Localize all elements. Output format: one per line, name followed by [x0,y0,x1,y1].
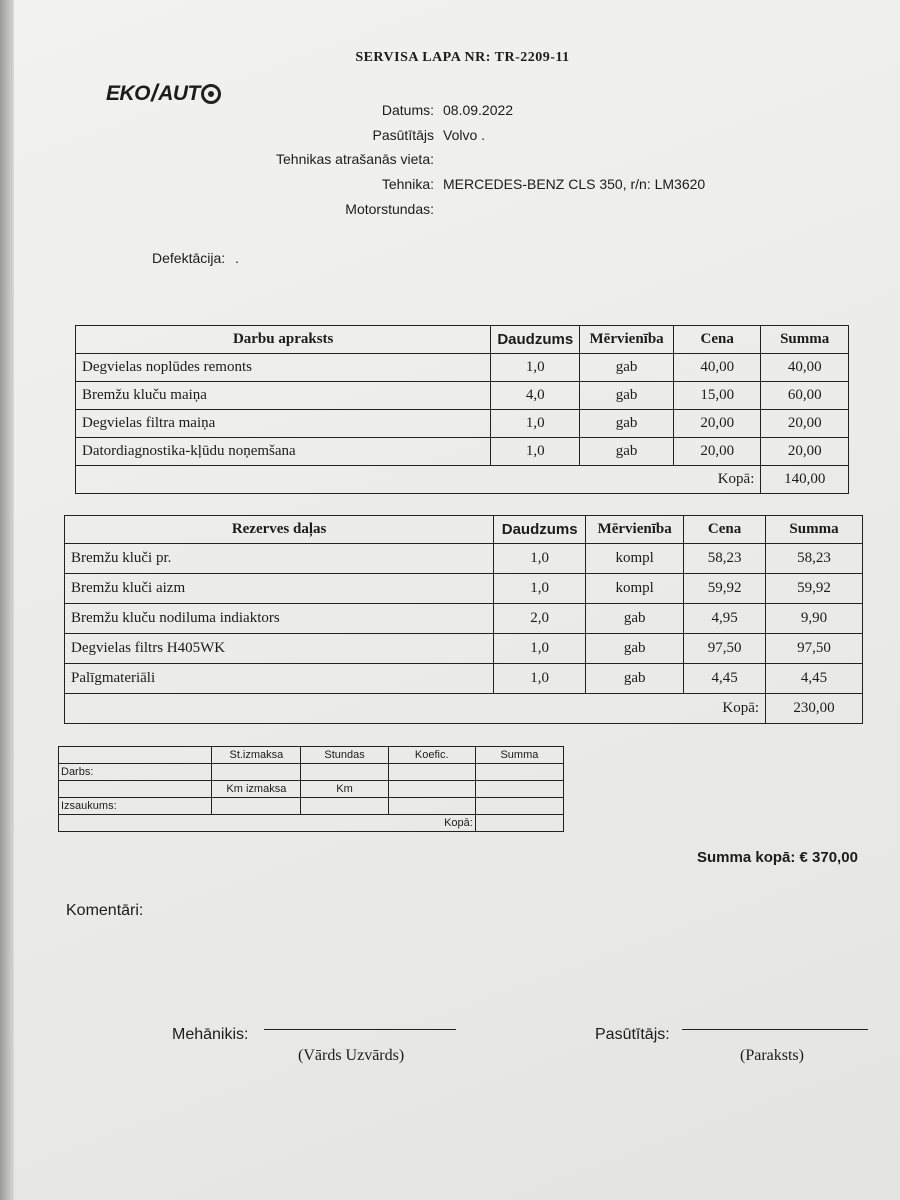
mechanic-label: Mehānikis: [172,1026,249,1043]
works-cell-quantity: 1,0 [491,410,580,438]
wheel-icon [201,84,221,104]
travel-cell [475,764,563,781]
parts-cell-quantity: 1,0 [494,574,586,604]
table-row [76,354,849,382]
works-cell-sum: 40,00 [761,354,849,382]
parts-cell-description: Degvielas filtrs H405WK [65,634,494,664]
works-header-description: Darbu apraksts [76,326,491,354]
travel-izsaukums-row [59,798,564,815]
parts-cell-unit: kompl [586,544,684,574]
parts-cell-unit: gab [586,604,684,634]
works-header-price: Cena [674,326,761,354]
works-cell-quantity: 1,0 [491,438,580,466]
works-header-sum: Summa [761,326,849,354]
travel-cell [388,781,475,798]
motorstundas-label: Motorstundas: [345,201,434,217]
parts-cell-price: 4,95 [684,604,766,634]
travel-header-koefic: Koefic. [388,747,475,764]
table-row [65,634,863,664]
works-total-row [76,466,849,494]
parts-header-description: Rezerves daļas [65,516,494,544]
works-cell-description: Degvielas filtra maiņa [76,410,491,438]
datums-label: Datums: [381,102,434,118]
works-header-row [76,326,849,354]
parts-cell-description: Palīgmateriāli [65,664,494,694]
travel-cell [475,798,563,815]
works-header-unit: Mērvienība [580,326,674,354]
works-cell-unit: gab [580,354,674,382]
tehnika-value: MERCEDES-BENZ CLS 350, r/n: LM3620 [443,176,706,192]
parts-cell-description: Bremžu kluču nodiluma indiaktors [65,604,494,634]
grand-total: Summa kopā: € 370,00 [697,849,858,866]
parts-header-price: Cena [684,516,766,544]
travel-header-stundas: Stundas [301,747,388,764]
travel-header-km: Km [301,781,388,798]
works-total-value: 140,00 [761,466,849,494]
customer-label: Pasūtītājs: [595,1026,670,1043]
travel-blank-cell [59,781,212,798]
works-cell-unit: gab [580,438,674,466]
travel-cell [475,781,563,798]
parts-cell-sum: 59,92 [766,574,863,604]
parts-cell-price: 59,92 [684,574,766,604]
travel-cell [388,764,475,781]
works-cell-price: 20,00 [674,410,761,438]
parts-cell-sum: 9,90 [766,604,863,634]
travel-header-stizmaksa: St.izmaksa [212,747,301,764]
travel-blank-cell [59,747,212,764]
works-cell-sum: 20,00 [761,438,849,466]
travel-cell [301,798,388,815]
works-cell-description: Degvielas noplūdes remonts [76,354,491,382]
company-logo: EKO / AU T [106,80,221,108]
comments-label: Komentāri: [66,902,144,919]
travel-darbs-row [59,764,564,781]
customer-signature-caption: (Paraksts) [740,1047,804,1064]
parts-header-row [65,516,863,544]
vieta-label: Tehnikas atrašanās vieta: [276,151,434,167]
defektacija-value: . [235,250,239,266]
table-row [65,544,863,574]
works-cell-sum: 20,00 [761,410,849,438]
works-cell-price: 20,00 [674,438,761,466]
travel-cell [212,764,301,781]
works-total-label: Kopā: [76,466,761,494]
customer-signature-line[interactable] [682,1029,868,1030]
pasutitajs-label: Pasūtītājs [372,127,434,143]
works-cell-quantity: 1,0 [491,354,580,382]
table-row [65,574,863,604]
table-row [76,382,849,410]
parts-header-unit: Mērvienība [586,516,684,544]
travel-darbs-label: Darbs: [59,764,212,781]
parts-cell-description: Bremžu kluči aizm [65,574,494,604]
works-cell-price: 40,00 [674,354,761,382]
works-cell-sum: 60,00 [761,382,849,410]
table-row [65,604,863,634]
parts-cell-quantity: 2,0 [494,604,586,634]
parts-cell-price: 58,23 [684,544,766,574]
travel-total-value [475,815,563,832]
page-title: SERVISA LAPA NR: TR-2209-11 [355,50,570,65]
parts-total-label: Kopā: [65,694,766,724]
parts-cell-quantity: 1,0 [494,664,586,694]
defektacija-row [152,250,239,266]
travel-cell [388,798,475,815]
works-cell-unit: gab [580,410,674,438]
travel-costs-table [58,746,564,832]
travel-header-summa: Summa [475,747,563,764]
travel-cell [212,798,301,815]
parts-total-value: 230,00 [766,694,863,724]
parts-cell-sum: 4,45 [766,664,863,694]
parts-cell-unit: gab [586,634,684,664]
travel-header-row [59,747,564,764]
parts-table [64,515,863,724]
mechanic-signature-line[interactable] [264,1029,456,1030]
works-cell-description: Datordiagnostika-kļūdu noņemšana [76,438,491,466]
works-cell-price: 15,00 [674,382,761,410]
parts-cell-price: 4,45 [684,664,766,694]
works-header-quantity: Daudzums [491,326,580,354]
works-cell-description: Bremžu kluču maiņa [76,382,491,410]
travel-total-label: Kopā: [59,815,476,832]
parts-cell-sum: 97,50 [766,634,863,664]
defektacija-label: Defektācija: [152,250,226,266]
works-cell-unit: gab [580,382,674,410]
table-row [76,438,849,466]
paper-shadow-edge [0,0,14,1200]
parts-cell-unit: gab [586,664,684,694]
travel-cell [301,764,388,781]
datums-value: 08.09.2022 [443,102,514,118]
travel-total-row [59,815,564,832]
parts-cell-description: Bremžu kluči pr. [65,544,494,574]
parts-cell-quantity: 1,0 [494,634,586,664]
travel-header-kmizmaksa: Km izmaksa [212,781,301,798]
works-table [75,325,849,494]
parts-cell-sum: 58,23 [766,544,863,574]
works-cell-quantity: 4,0 [491,382,580,410]
parts-cell-unit: kompl [586,574,684,604]
parts-header-quantity: Daudzums [494,516,586,544]
travel-izsaukums-label: Izsaukums: [59,798,212,815]
parts-header-sum: Summa [766,516,863,544]
tehnika-label: Tehnika: [381,176,434,192]
table-row [76,410,849,438]
table-row [65,664,863,694]
parts-total-row [65,694,863,724]
travel-km-header-row [59,781,564,798]
mechanic-name-caption: (Vārds Uzvārds) [298,1047,405,1064]
parts-cell-quantity: 1,0 [494,544,586,574]
parts-cell-price: 97,50 [684,634,766,664]
pasutitajs-value: Volvo . [443,127,486,143]
